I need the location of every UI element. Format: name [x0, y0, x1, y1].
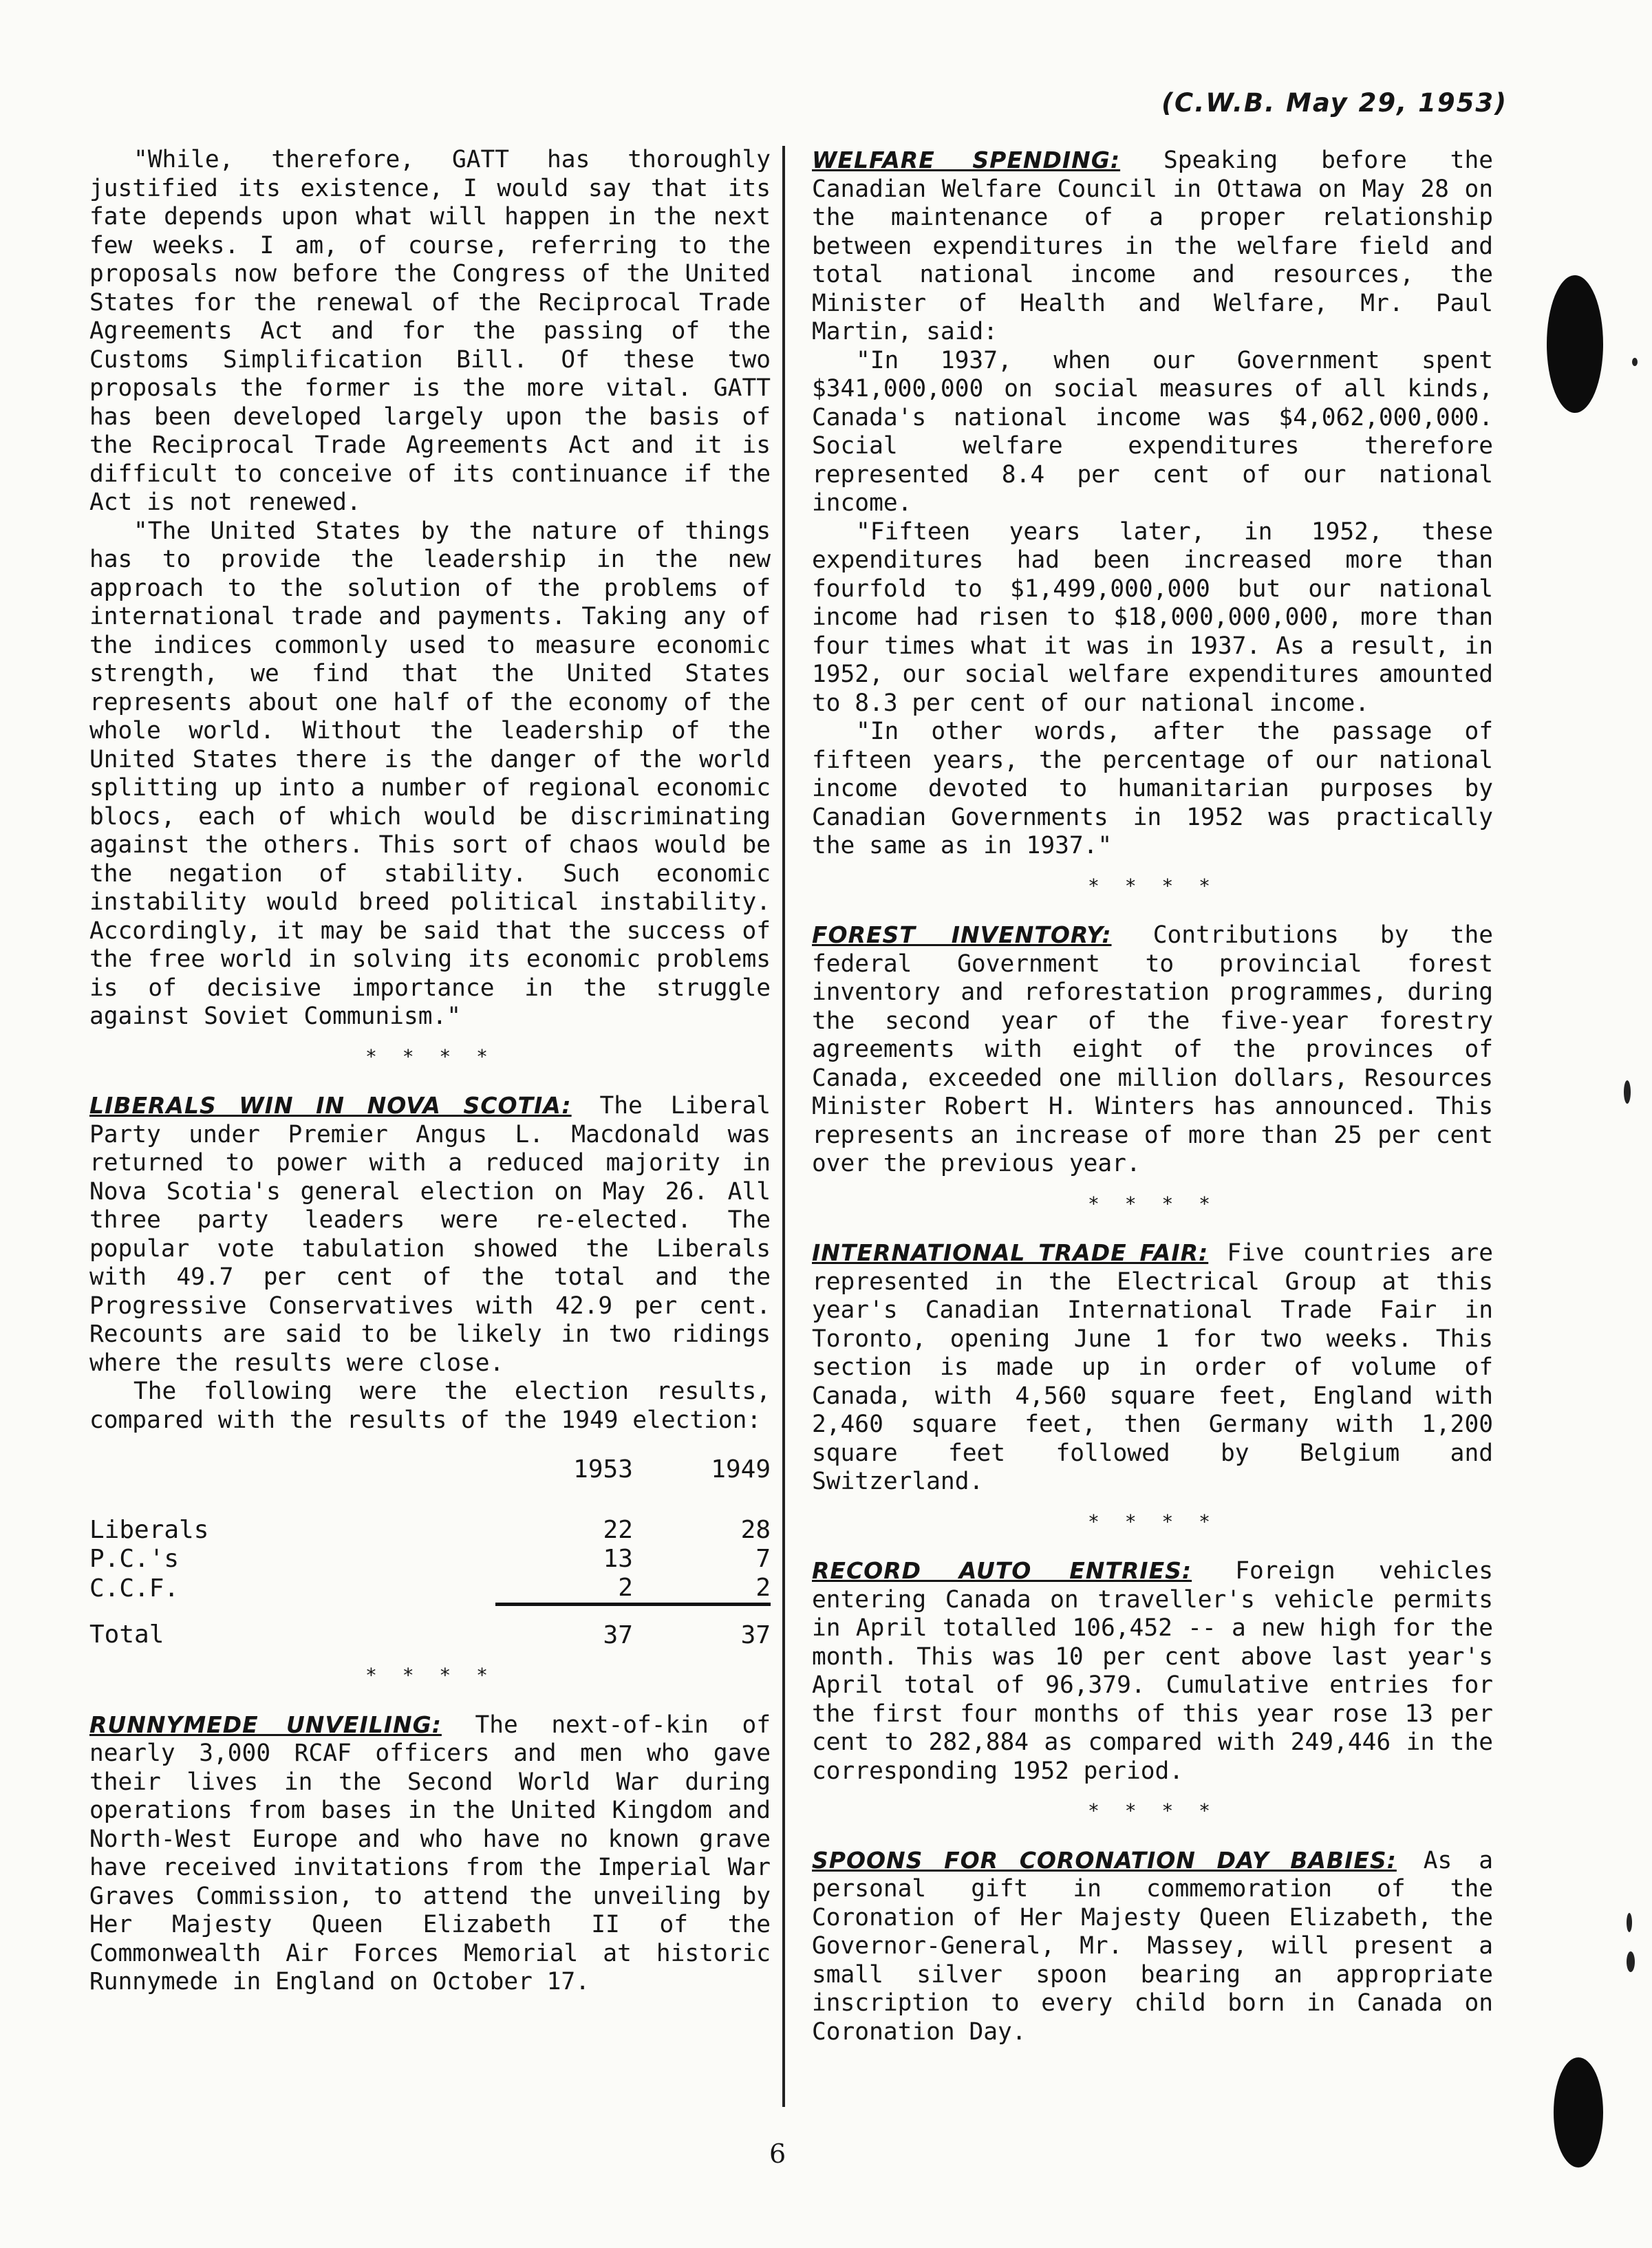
party-name: Liberals — [89, 1516, 209, 1544]
section-separator: * * * * — [1087, 1510, 1217, 1533]
election-results-table — [89, 1455, 771, 1650]
right-column — [812, 146, 1493, 2046]
trade-fair-paragraph-1: Five countries are represented in the Electrical Group at this year's Canadian International Trade Fair in Toronto, opening June 1 for two weeks. This section is made up in order of volume of Canada, with 4,560 square feet, England with 2,460 square feet, then Germany with 1,200 square feet followed by Belgium and Switzerland. — [812, 1239, 1493, 1495]
scan-speck — [1627, 1913, 1632, 1932]
welfare-paragraph-1: Speaking before the Canadian Welfare Council in Ottawa on May 28 on the maintenance of a proper relationship between expenditures in the welfare field and total national income and resources, the Minister of Health and Welfare, Mr. Paul Martin, said: — [812, 147, 1493, 345]
section-separator: * * * * — [1087, 1192, 1217, 1215]
total-1953: 37 — [495, 1605, 633, 1651]
scan-speck — [1624, 1080, 1631, 1104]
welfare-paragraph-2: "In 1937, when our Government spent $341,000,000 on social measures of all kinds, Canada's national income was $4,062,000,000. Social welfare expenditures therefore represented 8.4 per cent of our national income. — [812, 346, 1493, 517]
seats-1949: 2 — [755, 1574, 771, 1602]
runnymede-heading: RUNNYMEDE UNVEILING: — [89, 1711, 442, 1738]
gatt-quote-paragraph-1: "While, therefore, GATT has thoroughly justified its existence, I would say that its fate depends upon what will happen in the next few weeks. I am, of course, referring to the proposals now before the Congress of the United States for the renewal of the Reciprocal Trade Agreements Act and for the passing of the Customs Simplification Bill. Of these two proposals the former is the more vital. GATT has been developed largely upon the basis of the Reciprocal Trade Agreements Act and it is difficult to conceive of its continuance if the Act is not renewed. — [89, 146, 771, 516]
seats-1953: 13 — [603, 1545, 633, 1573]
section-separator: * * * * — [365, 1045, 495, 1068]
welfare-paragraph-3: "Fifteen years later, in 1952, these expenditures had been increased more than fourfold to $1,499,000,000 but our national income had risen to $18,000,000,000, more than four times what it was in 1937. As a result, in 1952, our social welfare expenditures amounted to 8.3 per cent of our national income. — [812, 517, 1493, 717]
trade-fair-heading: INTERNATIONAL TRADE FAIR: — [812, 1239, 1209, 1266]
auto-entries-heading: RECORD AUTO ENTRIES: — [812, 1557, 1192, 1584]
gatt-quote-paragraph-2: "The United States by the nature of things has to provide the leadership in the new approach to the solution of the problems of international trade and payments. Taking any of the indices commonly used to measure economic strength, we find that the United States represents about one half of the economy of the whole world. Without the leadership of the United States there is the danger of the world splitting up into a number of regional economic blocs, each of which would be discriminating against the others. This sort of chaos would be the negation of stability. Such economic instability would breed political instability. Accordingly, it may be said that the success of the free world in solving its economic problems is of decisive importance in the struggle against Soviet Communism." — [89, 517, 771, 1030]
trade-fair-article — [812, 1239, 1493, 1497]
section-separator: * * * * — [1087, 874, 1217, 897]
table-header-row — [89, 1455, 771, 1516]
welfare-article — [812, 146, 1493, 347]
total-label: Total — [89, 1620, 164, 1649]
welfare-heading: WELFARE SPENDING: — [812, 147, 1121, 173]
table-row — [89, 1516, 771, 1545]
page-number: 6 — [769, 2139, 786, 2169]
scan-speck — [1627, 1951, 1635, 1972]
spoons-paragraph-1: As a personal gift in commemoration of the Coronation of Her Majesty Queen Elizabeth, the Governor-General, Mr. Massey, will present a small silver spoon bearing an appropriate inscription to every child born in Canada on Coronation Day. — [812, 1846, 1493, 2046]
liberals-paragraph-1: The Liberal Party under Premier Angus L. Macdonald was returned to power with a reduced majority in Nova Scotia's general election on May 26. All three party leaders were re-elected. The popular vote tabulation showed the Liberals with 49.7 per cent of the total and the Progressive Conservatives with 42.9 per cent. Recounts are said to be likely in two ridings where the results were close. — [89, 1092, 771, 1377]
auto-entries-paragraph-1: Foreign vehicles entering Canada on traveller's vehicle permits in April totalled 106,452 -- a new high for the month. This was 10 per cent above last year's April total of 96,379. Cumulative entries for the first four months of this year rose 13 per cent to 282,884 as compared with 249,446 in the corresponding 1952 period. — [812, 1557, 1493, 1785]
table-total-row — [89, 1605, 771, 1651]
binder-hole-top — [1547, 275, 1603, 413]
table-row — [89, 1545, 771, 1574]
auto-entries-article — [812, 1556, 1493, 1786]
welfare-paragraph-4: "In other words, after the passage of fifteen years, the percentage of our national income devoted to humanitarian purposes by Canadian Governments in 1952 was practically the same as in 1937." — [812, 718, 1493, 859]
liberals-heading: LIBERALS WIN IN NOVA SCOTIA: — [89, 1092, 572, 1119]
table-row — [89, 1574, 771, 1605]
scan-speck — [1632, 358, 1638, 366]
binder-hole-bottom — [1554, 2057, 1603, 2167]
seats-1949: 7 — [755, 1545, 771, 1573]
column-divider — [782, 146, 785, 2107]
left-column — [89, 146, 771, 1997]
forest-paragraph-1: Contributions by the federal Government to provincial forest inventory and reforestation programmes, during the second year of the five-year forestry agreements with eight of the provinces of Canada, exceeded one million dollars, Resources Minister Robert H. Winters has announced. This represents an increase of more than 25 per cent over the previous year. — [812, 921, 1493, 1177]
seats-1953: 2 — [618, 1574, 633, 1602]
party-name: C.C.F. — [89, 1574, 180, 1603]
runnymede-article — [89, 1711, 771, 1997]
liberals-paragraph-2: The following were the election results, compared with the results of the 1949 election: — [89, 1378, 771, 1434]
seats-1949: 28 — [740, 1516, 771, 1544]
forest-heading: FOREST INVENTORY: — [812, 921, 1112, 948]
total-1949: 37 — [633, 1605, 771, 1651]
party-name: P.C.'s — [89, 1545, 180, 1573]
forest-article — [812, 921, 1493, 1179]
section-separator: * * * * — [365, 1664, 495, 1687]
section-separator: * * * * — [1087, 1799, 1217, 1822]
liberals-article — [89, 1091, 771, 1378]
year-1953-header: 1953 — [573, 1455, 633, 1484]
bulletin-citation: (C.W.B. May 29, 1953) — [1161, 88, 1508, 118]
year-1949-header: 1949 — [711, 1455, 771, 1484]
seats-1953: 22 — [603, 1516, 633, 1544]
spoons-heading: SPOONS FOR CORONATION DAY BABIES: — [812, 1846, 1397, 1874]
spoons-article — [812, 1846, 1493, 2047]
runnymede-paragraph-1: The next-of-kin of nearly 3,000 RCAF officers and men who gave their lives in the Second World War during operations from bases in the United Kingdom and North-West Europe and who have no known grave have received invitations from the Imperial War Graves Commission, to attend the unveiling by Her Majesty Queen Elizabeth II of the Commonwealth Air Forces Memorial at historic Runnymede in England on October 17. — [89, 1711, 771, 1995]
